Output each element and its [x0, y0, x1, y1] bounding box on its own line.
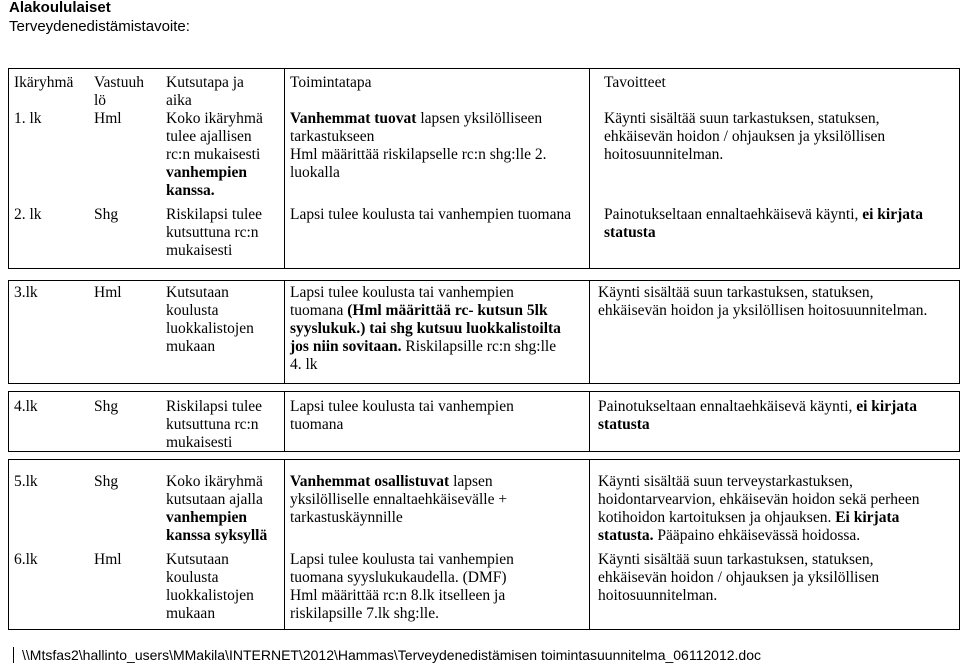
row1-method-line: luokalla — [290, 164, 340, 181]
file-path-footer — [13, 646, 761, 664]
row5-age: 5.lk — [14, 473, 38, 490]
row1-goal-line: Käynti sisältää suun tarkastuksen, statuksen, — [604, 110, 880, 127]
col-header-responsible-cont: lö — [94, 92, 107, 109]
row3-responsible: Hml — [94, 284, 122, 301]
row5-method-line — [290, 473, 493, 492]
grid-line — [8, 280, 960, 281]
row5-goal-text: kotihoidon kartoituksen ja ohjauksen. — [598, 509, 832, 526]
row1-invite-line: tulee ajallisen — [166, 128, 252, 145]
col-header-goals: Tavoitteet — [604, 74, 666, 91]
row3-goal-line: Käynti sisältää suun tarkastuksen, statuksen, — [598, 284, 874, 301]
grid-line — [589, 391, 590, 452]
row1-method-text: lapsen yksilölliseen — [420, 110, 543, 127]
row2-invite-line: kutsuttuna rc:n — [166, 224, 259, 241]
grid-line — [8, 459, 960, 460]
row1-age: 1. lk — [14, 110, 42, 127]
row3-method-line: syyslukuk.) tai shg kutsuu luokkalistoilta — [290, 320, 561, 337]
row4-invite-line: mukaisesti — [166, 434, 233, 451]
row4-method-line: tuomana — [290, 416, 344, 433]
row2-invite-line: Riskilapsi tulee — [166, 206, 263, 223]
row5-invite-line: kutsutaan ajalla — [166, 491, 263, 508]
row2-goal-line — [604, 206, 923, 225]
row1-goal-line: ehkäisevän hoidon / ohjauksen ja yksilöllisen — [604, 128, 886, 145]
row6-invite-line: Kutsutaan — [166, 551, 229, 568]
row3-method-line — [290, 302, 548, 321]
row5-method-text: lapsen — [453, 473, 493, 490]
row2-goal-bold-line: statusta — [604, 224, 656, 241]
grid-line — [8, 268, 960, 269]
row3-method-bold: jos niin sovitaan. — [290, 338, 402, 355]
grid-line — [8, 391, 9, 452]
row5-goal-line: Käynti sisältää suun terveystarkastuksen, — [598, 473, 853, 490]
row5-method-line: yksilölliselle ennaltaehkäisevälle + — [290, 491, 508, 508]
row2-goal-text: Painotukseltaan ennaltaehkäisevä käynti, — [604, 206, 859, 223]
row3-invite-line: koulusta — [166, 302, 219, 319]
row3-invite-line: Kutsutaan — [166, 284, 229, 301]
grid-line — [8, 68, 9, 269]
row2-invite-line: mukaisesti — [166, 242, 233, 259]
grid-line — [8, 629, 960, 630]
row3-method-text: Riskilapsille rc:n shg:lle — [405, 338, 557, 355]
col-header-invitation: Kutsutapa ja — [166, 74, 244, 91]
row2-age: 2. lk — [14, 206, 42, 223]
row5-responsible: Shg — [94, 473, 119, 490]
row4-responsible: Shg — [94, 398, 119, 415]
row5-goal-text: Pääpaino ehkäisevässä hoidossa. — [657, 527, 861, 544]
grid-line — [284, 391, 285, 452]
footer-rule — [13, 647, 14, 663]
row5-goal-bold: statusta. — [598, 527, 654, 544]
row3-method-line: Lapsi tulee koulusta tai vanhempien — [290, 284, 514, 301]
row1-method-line: Hml määrittää riskilapselle rc:n shg:lle 2. — [290, 146, 547, 163]
grid-line — [8, 451, 960, 452]
row6-goal-line: ehkäisevän hoidon / ohjauksen ja yksilöllisen — [598, 569, 880, 586]
row4-goal-line — [598, 398, 917, 417]
row6-invite-line: luokkalistojen — [166, 587, 254, 604]
file-path: \\Mtsfas2\hallinto_users\MMakila\INTERNET\2012\Hammas\Terveydenedistämisen toimintasuunnitelma_06112012.doc — [22, 647, 761, 663]
row1-method-line: tarkastukseen — [290, 128, 375, 145]
grid-line — [284, 68, 285, 269]
grid-line — [589, 459, 590, 630]
row1-invite-line: rc:n mukaisesti — [166, 146, 261, 163]
row3-invite-line: luokkalistojen — [166, 320, 254, 337]
grid-line — [8, 280, 9, 384]
row5-invite-line: vanhempien — [166, 509, 247, 526]
row3-goal-line: ehkäisevän hoidon ja yksilöllisen hoitosuunnitelman. — [598, 302, 928, 319]
doc-title: Alakoululaiset — [9, 0, 111, 16]
row2-method: Lapsi tulee koulusta tai vanhempien tuomana — [290, 206, 572, 223]
row6-age: 6.lk — [14, 551, 38, 568]
row4-goal-text: Painotukseltaan ennaltaehkäisevä käynti, — [598, 398, 853, 415]
document-header — [9, 0, 190, 36]
row1-invite-line: vanhempien — [166, 164, 247, 181]
row1-method-bold: Vanhemmat tuovat — [290, 110, 417, 127]
row5-goal-line — [598, 509, 899, 528]
row2-responsible: Shg — [94, 206, 119, 223]
col-header-age: Ikäryhmä — [14, 74, 74, 91]
row6-responsible: Hml — [94, 551, 122, 568]
row6-method-line: Lapsi tulee koulusta tai vanhempien — [290, 551, 514, 568]
row4-invite-line: kutsuttuna rc:n — [166, 416, 259, 433]
row3-method-line: 4. lk — [290, 356, 318, 373]
row4-invite-line: Riskilapsi tulee — [166, 398, 263, 415]
row1-responsible: Hml — [94, 110, 122, 127]
row3-age: 3.lk — [14, 284, 38, 301]
row5-goal-bold: Ei kirjata — [835, 509, 900, 526]
row4-goal-bold: ei kirjata — [856, 398, 917, 415]
grid-line — [8, 459, 9, 630]
row6-invite-line: koulusta — [166, 569, 219, 586]
grid-line — [589, 280, 590, 384]
row2-goal-bold: ei kirjata — [862, 206, 923, 223]
grid-line — [284, 459, 285, 630]
row4-age: 4.lk — [14, 398, 38, 415]
row6-goal-line: Käynti sisältää suun tarkastuksen, statuksen, — [598, 551, 874, 568]
row3-method-text: tuomana — [290, 302, 344, 319]
col-header-method: Toimintatapa — [290, 74, 372, 91]
row3-method-line — [290, 338, 556, 357]
doc-subtitle: Terveydenedistämistavoite: — [9, 18, 190, 35]
row1-goal-line: hoitosuunnitelman. — [604, 146, 724, 163]
col-header-invitation-cont: aika — [166, 92, 192, 109]
row1-invite-line: kanssa. — [166, 182, 215, 199]
grid-line — [589, 68, 590, 269]
row6-method-line: riskilapsille 7.lk shg:lle. — [290, 605, 439, 622]
row5-method-bold: Vanhemmat osallistuvat — [290, 473, 450, 490]
grid-line — [8, 391, 960, 392]
col-header-responsible: Vastuuh — [94, 74, 144, 91]
row4-method-line: Lapsi tulee koulusta tai vanhempien — [290, 398, 514, 415]
grid-line — [8, 383, 960, 384]
row5-goal-line — [598, 527, 860, 546]
row3-invite-line: mukaan — [166, 338, 216, 355]
row6-method-line: Hml määrittää rc:n 8.lk itselleen ja — [290, 587, 506, 604]
row6-goal-line: hoitosuunnitelman. — [598, 587, 718, 604]
row5-goal-line: hoidontarvearvion, ehkäisevän hoidon sekä perheen — [598, 491, 920, 508]
row6-invite-line: mukaan — [166, 605, 216, 622]
row4-goal-bold-line: statusta — [598, 416, 650, 433]
row6-method-line: tuomana syyslukukaudella. (DMF) — [290, 569, 507, 586]
grid-line — [8, 68, 960, 69]
grid-line — [284, 280, 285, 384]
row1-invite-line: Koko ikäryhmä — [166, 110, 263, 127]
row5-method-line: tarkastuskäynnille — [290, 509, 403, 526]
row3-method-bold: (Hml määrittää rc- kutsun 5lk — [347, 302, 548, 319]
row1-method-line — [290, 110, 542, 129]
row5-invite-line: kanssa syksyllä — [166, 527, 268, 544]
row5-invite-line: Koko ikäryhmä — [166, 473, 263, 490]
